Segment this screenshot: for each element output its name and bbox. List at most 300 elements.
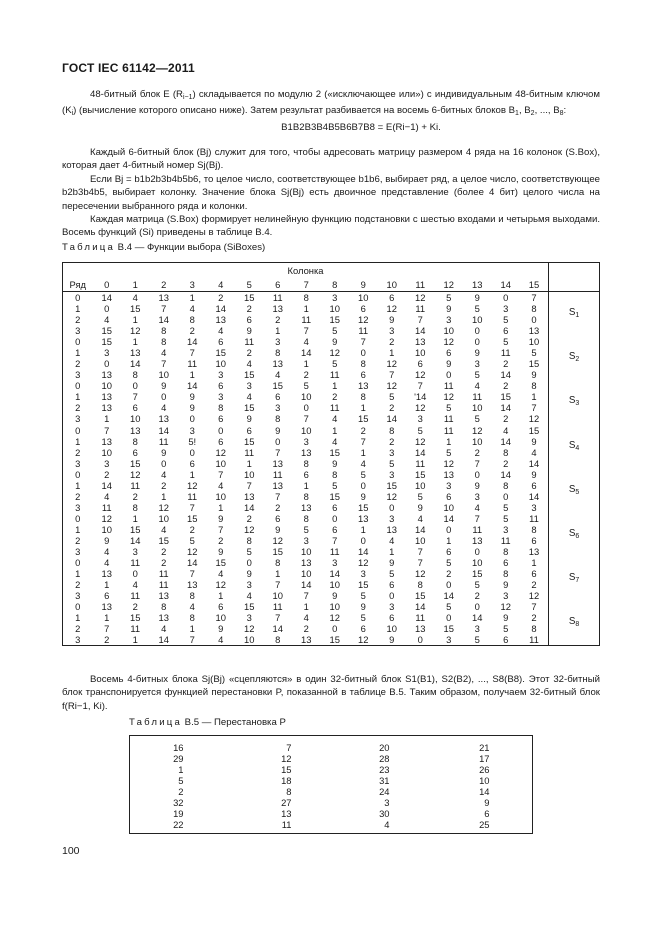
- table-cell: 1: [189, 468, 195, 480]
- table-row: [63, 612, 600, 623]
- table-cell: 2: [503, 413, 509, 425]
- table-cell: 6: [531, 479, 537, 491]
- table-cell: 29: [173, 753, 184, 764]
- table-cell: 2: [218, 535, 224, 546]
- table-cell: 7: [531, 402, 537, 414]
- paragraph-concatenate: Восемь 4-битных блока Sj(Bj) «сцепляются» в один 32-битный блок S1(B1), S2(B2), ..., S8(B8). Этот 32-битный блок транспонируется функцией перестановки P, показанной в таблице В.5. Таким образом, получаем 32-битный блок f(Ri−1, Ki).: [62, 674, 600, 712]
- table-cell: 0: [132, 380, 138, 392]
- table-cell: 9: [161, 380, 167, 392]
- table-cell: 1: [189, 292, 195, 303]
- table-cell: 2: [104, 468, 110, 480]
- table-cell: 1: [531, 557, 537, 569]
- table-cell: 4: [360, 457, 366, 469]
- table-cell: 8: [531, 303, 537, 315]
- row-index-cell: 1: [63, 480, 93, 491]
- table-cell: 1: [332, 424, 338, 436]
- table-cell: 9: [246, 413, 252, 425]
- table-cell: 5: [360, 468, 366, 480]
- table-cell: 10: [101, 523, 112, 535]
- table-cell: 9: [360, 490, 366, 502]
- table-cell: 15: [528, 358, 540, 370]
- table-cell: 0: [446, 523, 452, 535]
- table-cell: 14: [158, 424, 169, 436]
- table-cell: 11: [472, 391, 483, 403]
- table-cell: 0: [275, 435, 281, 447]
- table-cell: 4: [132, 579, 138, 591]
- table-cell: 4: [417, 512, 423, 524]
- table-cell: 0: [189, 446, 195, 458]
- table-cell: 8: [360, 358, 366, 370]
- table-cell: 12: [130, 325, 141, 337]
- table-cell: 8: [246, 535, 252, 546]
- table-cell: 2: [332, 391, 338, 403]
- table-cell: 3: [474, 490, 480, 502]
- table-cell: 9: [503, 612, 509, 624]
- table-cell: 0: [360, 535, 366, 546]
- table-row: [63, 425, 600, 436]
- table-cell: 5: [389, 391, 395, 403]
- table-cell: 3: [446, 314, 452, 326]
- table-cell: 15: [158, 535, 169, 546]
- table-cell: 6: [275, 512, 281, 524]
- table-cell: 6: [132, 402, 138, 414]
- table-cell: 12: [415, 402, 426, 414]
- table-cell: 13: [158, 292, 169, 303]
- table-cell: 14: [329, 568, 340, 580]
- table-row: [63, 358, 600, 369]
- table-cell: 5: [503, 336, 509, 348]
- table-cell: 2: [161, 479, 167, 491]
- table-cell: 27: [281, 797, 292, 808]
- table-cell: 15: [244, 601, 255, 613]
- table-cell: 9: [378, 634, 407, 646]
- table-cell: 12: [329, 347, 340, 359]
- table-cell: 10: [244, 468, 255, 480]
- table-row: [63, 292, 600, 304]
- row-index-cell: 2: [63, 402, 93, 413]
- table-row: [63, 524, 600, 535]
- table-cell: 13: [101, 568, 112, 580]
- table-cell: 12: [415, 435, 426, 447]
- table-cell: 4: [161, 468, 167, 480]
- table-cell: 11: [244, 336, 255, 348]
- table-cell: 5: [178, 775, 184, 786]
- table-cell: 13: [101, 435, 112, 447]
- table-cell: 9: [389, 557, 395, 569]
- table-cell: 7: [474, 512, 480, 524]
- row-index-cell: 1: [63, 524, 93, 535]
- table-cell: 10: [329, 303, 340, 315]
- table-cell: 9: [332, 457, 338, 469]
- table-cell: 5: [503, 623, 509, 635]
- table-cell: 7: [104, 623, 110, 635]
- table-row: [63, 491, 600, 502]
- table-cell: 1: [446, 535, 452, 546]
- table-cell: 15: [244, 435, 255, 447]
- table-cell: 10: [215, 490, 226, 502]
- table-cell: 6: [218, 601, 224, 613]
- table-cell: 6: [484, 808, 490, 819]
- table-cell: 10: [215, 457, 226, 469]
- table-cell: 13: [158, 413, 169, 425]
- row-index-cell: 3: [63, 546, 93, 557]
- column-header-15: 15: [520, 277, 549, 292]
- column-header-4: 4: [218, 278, 224, 290]
- table-cell: 2: [303, 623, 309, 635]
- table-cell: 11: [281, 819, 292, 830]
- table-b5-caption: Таблица В.5 — Перестановка P: [129, 717, 286, 728]
- table-cell: 12: [329, 612, 340, 624]
- table-cell: 5: [332, 358, 338, 370]
- table-cell: 4: [104, 557, 110, 569]
- table-cell: 2: [503, 380, 509, 392]
- sbox-description: [62, 146, 600, 240]
- table-cell: 10: [472, 435, 483, 447]
- table-cell: 4: [275, 369, 281, 381]
- table-cell: 1: [189, 369, 195, 381]
- table-cell: 15: [244, 292, 255, 303]
- row-index-cell: 1: [63, 391, 93, 402]
- table-cell: 11: [187, 490, 198, 502]
- table-cell: 4: [161, 402, 167, 414]
- table-cell: 5: [417, 490, 423, 502]
- table-cell: 5: [446, 557, 452, 569]
- table-cell: 11: [158, 579, 169, 591]
- table-cell: 14: [272, 623, 283, 635]
- row-index-cell: 2: [63, 623, 93, 634]
- table-cell: 5: [332, 325, 338, 337]
- sbox-label-text: $S_4$: [568, 439, 580, 452]
- table-cell: 5: [446, 446, 452, 458]
- table-cell: 6: [446, 347, 452, 359]
- table-cell: 13: [301, 446, 312, 458]
- table-cell: 12: [500, 601, 511, 613]
- table-cell: 20: [379, 742, 390, 753]
- table-cell: 11: [272, 468, 283, 480]
- table-cell: 13: [528, 546, 540, 558]
- table-row: [63, 557, 600, 568]
- table-cell: 14: [187, 380, 198, 392]
- table-cell: 7: [417, 546, 423, 558]
- table-cell: 0: [446, 612, 452, 624]
- table-cell: 4: [218, 325, 224, 337]
- table-cell: 13: [101, 391, 112, 403]
- row-index-cell: 0: [63, 601, 93, 612]
- table-cell: 9: [389, 314, 395, 326]
- table-cell: 10: [215, 358, 226, 370]
- table-cell: 9: [446, 303, 452, 315]
- row-index-cell: 0: [63, 469, 93, 480]
- table-cell: 3: [275, 336, 281, 348]
- table-cell: 0: [406, 634, 435, 646]
- table-cell: 1: [389, 546, 395, 558]
- sbox-label: [549, 292, 600, 337]
- table-cell: 1: [104, 579, 110, 591]
- table-cell: 11: [358, 325, 369, 337]
- table-cell: 12: [472, 424, 483, 436]
- table-cell: 12: [130, 468, 141, 480]
- table-cell: 7: [332, 535, 338, 546]
- table-cell: 8: [531, 380, 537, 392]
- row-index-cell: 3: [63, 325, 93, 336]
- table-cell: 0: [474, 468, 480, 480]
- table-cell: 4: [503, 424, 509, 436]
- table-cell: 5: [360, 612, 366, 624]
- table-cell: 11: [130, 557, 141, 569]
- table-cell: 9: [275, 523, 281, 535]
- table-cell: 8: [275, 347, 281, 359]
- table-cell: 9: [218, 512, 224, 524]
- table-cell: 0: [161, 457, 167, 469]
- column-header-13: 13: [472, 278, 483, 290]
- table-cell: 7: [389, 369, 395, 381]
- table-cell: 11: [130, 479, 141, 491]
- table-cell: 6: [360, 303, 366, 315]
- table-cell: 7: [189, 568, 195, 580]
- table-cell: 2: [132, 601, 138, 613]
- row-index-cell: 0: [63, 425, 93, 436]
- table-cell: 0: [303, 402, 309, 414]
- row-index-cell: 2: [63, 314, 93, 325]
- table-cell: 10: [443, 325, 454, 337]
- table-cell: 6: [389, 612, 395, 624]
- table-cell: 25: [479, 819, 490, 830]
- table-cell: 9: [531, 369, 537, 381]
- paragraph-bj-block: Каждый 6-битный блок (Bj) служит для того, чтобы адресовать матрицу размером 4 ряда на 16 колонок (S.Box), которая дает 4-битный номер Sj(Bj).: [62, 147, 600, 172]
- table-cell: 3: [384, 797, 390, 808]
- table-cell: 3: [218, 391, 224, 403]
- table-cell: 1: [104, 413, 110, 425]
- table-cell: 0: [503, 490, 509, 502]
- table-cell: 31: [379, 775, 390, 786]
- table-cell: 8: [332, 468, 338, 480]
- table-cell: 14: [130, 358, 141, 370]
- column-header-14: 14: [500, 278, 511, 290]
- table-cell: 4: [218, 568, 224, 580]
- table-cell: 4: [303, 612, 309, 624]
- table-cell: 2: [132, 490, 138, 502]
- table-cell: 10: [301, 546, 312, 558]
- table-row: [63, 568, 600, 579]
- table-cell: 9: [246, 325, 252, 337]
- sbox-label-text: $S_1$: [568, 307, 580, 320]
- table-cell: 2: [503, 457, 509, 469]
- table-cell: 12: [386, 303, 397, 315]
- table-cell: 2: [503, 358, 509, 370]
- table-cell: 0: [360, 479, 366, 491]
- table-cell: 14: [358, 546, 369, 558]
- table-cell: 8: [503, 546, 509, 558]
- table-cell: 5: [332, 479, 338, 491]
- table-cell: 8: [189, 590, 195, 602]
- table-cell: 1: [446, 435, 452, 447]
- table-cell: 7: [303, 413, 309, 425]
- table-row: [130, 786, 533, 797]
- table-cell: 2: [389, 336, 395, 348]
- sbox-label: [549, 513, 600, 557]
- table-cell: 15: [386, 479, 397, 491]
- table-cell: 15: [321, 634, 350, 646]
- table-cell: 12: [443, 457, 454, 469]
- table-cell: 11: [272, 601, 283, 613]
- table-cell: 13: [358, 512, 369, 524]
- table-cell: 5: [246, 546, 252, 558]
- table-cell: 0: [474, 546, 480, 558]
- table-cell: 3: [389, 512, 395, 524]
- table-cell: 24: [379, 786, 390, 797]
- table-cell: 1: [332, 380, 338, 392]
- table-cell: 14: [472, 612, 483, 624]
- table-cell: 12: [349, 634, 378, 646]
- formula-line: B1B2B3B4B5B6B7B8 = E(Ri−1) + Ki.: [281, 121, 441, 133]
- table-cell: 4: [246, 358, 252, 370]
- table-cell: 6: [246, 314, 252, 326]
- concatenation-paragraph: [62, 673, 600, 713]
- table-cell: 0: [189, 413, 195, 425]
- table-cell: 18: [281, 775, 292, 786]
- table-row: [63, 347, 600, 358]
- table-cell: 10: [130, 413, 141, 425]
- table-cell: 4: [161, 623, 167, 635]
- table-cell: 10: [329, 579, 340, 591]
- table-cell: 2: [474, 446, 480, 458]
- table-cell: 10: [329, 601, 340, 613]
- table-cell: 8: [303, 512, 309, 524]
- table-cell: 14: [130, 535, 141, 546]
- table-cell: 1: [360, 402, 366, 414]
- table-cell: 15: [329, 314, 340, 326]
- table-cell: 7: [275, 446, 281, 458]
- table-cell: 0: [360, 347, 366, 359]
- table-cell: 6: [303, 468, 309, 480]
- table-cell: 8: [189, 314, 195, 326]
- row-index-cell: 3: [63, 413, 93, 424]
- table-cell: 7: [178, 634, 207, 646]
- table-cell: 15: [528, 424, 540, 436]
- table-cell: 6: [246, 424, 252, 436]
- table-cell: 13: [187, 579, 198, 591]
- table-cell: 2: [303, 369, 309, 381]
- table-cell: 14: [415, 523, 426, 535]
- table-cell: 15: [443, 623, 454, 635]
- table-cell: 13: [415, 336, 426, 348]
- table-cell: 30: [379, 808, 390, 819]
- table-cell: 5: [389, 457, 395, 469]
- table-cell: 3: [218, 369, 224, 381]
- table-cell: 9: [503, 579, 509, 591]
- column-header-3: 3: [189, 278, 195, 290]
- table-cell-spacer: [496, 819, 533, 834]
- table-cell: 13: [272, 479, 283, 491]
- table-cell: 15: [358, 413, 369, 425]
- row-index-cell: 2: [63, 491, 93, 502]
- table-cell: 3: [132, 546, 138, 558]
- table-cell: 0: [446, 369, 452, 381]
- table-cell: 12: [187, 546, 198, 558]
- table-cell: 10: [443, 501, 454, 513]
- table-cell: 5: [474, 369, 480, 381]
- table-cell: 9: [218, 546, 224, 558]
- table-cell: 12: [443, 336, 454, 348]
- table-cell: 1: [189, 623, 195, 635]
- table-cell: 6: [531, 535, 537, 546]
- table-cell: 10: [215, 612, 226, 624]
- paragraph-e-block: 48-битный блок E $(R_{i-1})$ складывается по модулю 2 («исключающее или») с индивидуальным 48-битным ключом $(K_i)$ (вычисление которого описано ниже). Затем результат разбивается на восемь 6-битных блоков $B_1$, $B_2$, ..., $B_8$:: [62, 89, 600, 118]
- table-cell: 13: [158, 612, 169, 624]
- table-cell: 10: [472, 314, 483, 326]
- row-index-cell: 1: [63, 436, 93, 447]
- row-index-cell: 3: [63, 634, 93, 646]
- row-index-cell: 1: [63, 612, 93, 623]
- table-cell: 11: [443, 380, 454, 392]
- table-cell: 11: [415, 303, 426, 315]
- table-cell: 7: [218, 468, 224, 480]
- table-cell: 8: [275, 413, 281, 425]
- table-cell: 0: [474, 336, 480, 348]
- table-cell: 13: [281, 808, 292, 819]
- table-cell: 10: [301, 424, 312, 436]
- table-cell: 15: [215, 347, 226, 359]
- table-cell: 2: [161, 557, 167, 569]
- table-cell: 2: [246, 512, 252, 524]
- table-cell: 8: [503, 446, 509, 458]
- table-row: [63, 391, 600, 402]
- row-index-cell: 0: [63, 513, 93, 524]
- table-cell: 11: [244, 446, 255, 458]
- table-cell: 0: [389, 590, 395, 602]
- table-cell: 13: [130, 424, 141, 436]
- table-cell: 4: [104, 314, 110, 326]
- table-cell: 12: [101, 512, 112, 524]
- table-cell: 13: [130, 347, 141, 359]
- table-row: [63, 458, 600, 469]
- table-cell: 2: [275, 314, 281, 326]
- table-cell: 4: [332, 435, 338, 447]
- table-cell: 3: [417, 413, 423, 425]
- table-cell: 9: [531, 468, 537, 480]
- table-cell: 6: [492, 634, 521, 646]
- table-cell: 1: [218, 501, 224, 513]
- table-row: [63, 513, 600, 524]
- table-cell: 7: [303, 325, 309, 337]
- column-header-2: 2: [161, 278, 167, 290]
- table-b5-permutation: [129, 735, 533, 834]
- page-number: 100: [62, 845, 80, 857]
- table-row: [63, 634, 600, 646]
- table-cell: 8: [189, 612, 195, 624]
- table-cell: 12: [358, 557, 369, 569]
- table-cell: 12: [386, 490, 397, 502]
- column-group-header: Колонка: [63, 263, 549, 278]
- table-cell: 2: [246, 303, 252, 315]
- table-cell: 11: [329, 546, 340, 558]
- table-cell: 6: [417, 358, 423, 370]
- table-cell: 1: [161, 490, 167, 502]
- table-cell: 3: [389, 446, 395, 458]
- table-cell: 6: [275, 391, 281, 403]
- row-index-cell: 1: [63, 303, 93, 314]
- table-row: [130, 775, 533, 786]
- table-cell: 12: [528, 590, 540, 602]
- table-cell: 2: [474, 590, 480, 602]
- table-cell: 15: [281, 764, 292, 775]
- table-row: [130, 753, 533, 764]
- table-cell: 13: [101, 402, 112, 414]
- table-cell: 2: [275, 501, 281, 513]
- table-cell: 12: [386, 380, 397, 392]
- table-cell: 12: [415, 369, 426, 381]
- table-row: [63, 546, 600, 557]
